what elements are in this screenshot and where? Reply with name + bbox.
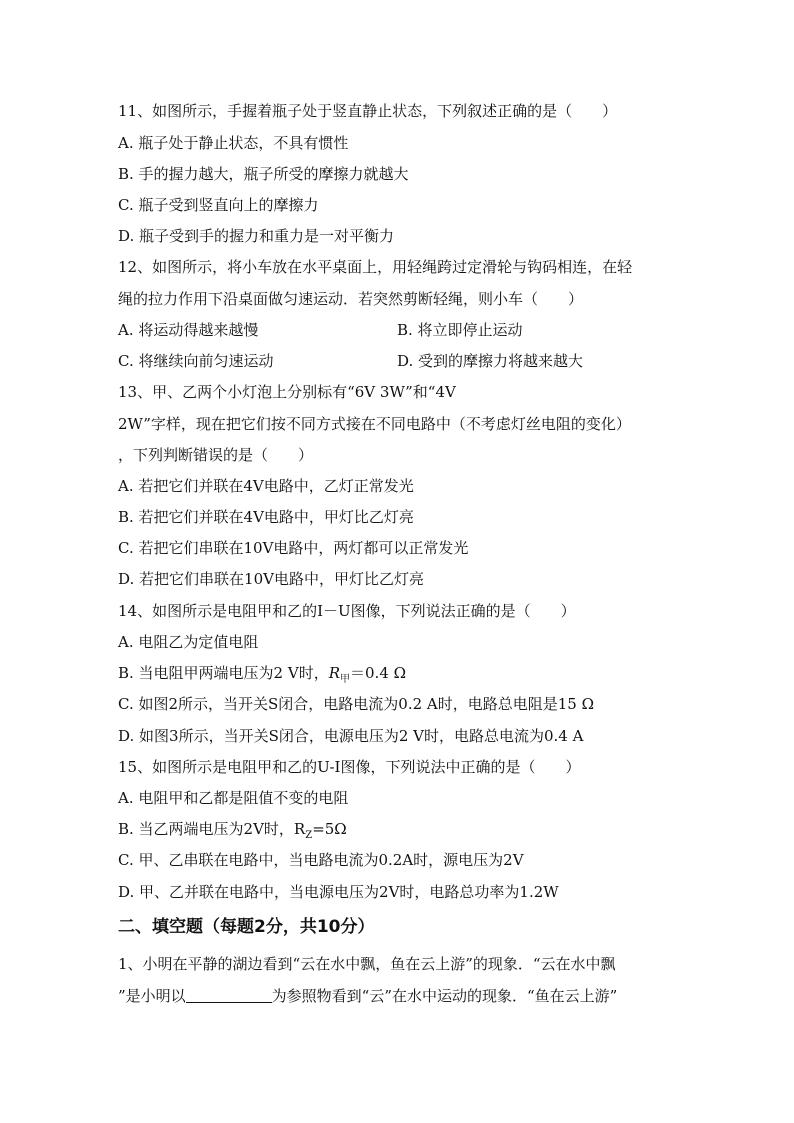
q15-option-c: C. 甲、乙串联在电路中，当电路电流为0.2A时，源电压为2V — [118, 851, 524, 869]
q15-option-a: A. 电阻甲和乙都是阻值不变的电阻 — [118, 789, 349, 807]
q11-option-d: D. 瓶子受到手的握力和重力是一对平衡力 — [118, 227, 395, 245]
q11-option-a: A. 瓶子处于静止状态，不具有惯性 — [118, 134, 349, 152]
section-title: 二、填空题（每题2分，共10分） — [118, 917, 375, 937]
q14-option-d: D. 如图3所示，当开关S闭合，电源电压为2 V时，电路总电流为0.4 A — [118, 727, 584, 745]
q13-stem-line3: ，下列判断错误的是（ ） — [118, 446, 314, 464]
q11-stem: 11、如图所示，手握着瓶子处于竖直静止状态，下列叙述正确的是（ ） — [118, 102, 618, 120]
q11-option-b: B. 手的握力越大，瓶子所受的摩擦力就越大 — [118, 165, 409, 183]
q14-stem: 14、如图所示是电阻甲和乙的I－U图像，下列说法正确的是（ ） — [118, 602, 576, 620]
q11-option-c: C. 瓶子受到竖直向上的摩擦力 — [118, 196, 319, 214]
q13-option-a: A. 若把它们并联在4V电路中，乙灯正常发光 — [118, 477, 414, 495]
q15-option-b-prefix: B. 当乙两端电压为2V时，R — [118, 820, 306, 838]
q13-stem-line2: 2W”字样，现在把它们按不同方式接在不同电路中（不考虑灯丝电阻的变化） — [118, 415, 631, 433]
fill-q1-line1: 1、小明在平静的湖边看到“云在水中飘，鱼在云上游”的现象．“云在水中飘 — [118, 955, 616, 973]
q14-option-a: A. 电阻乙为定值电阻 — [118, 633, 259, 651]
q12-stem-line2: 绳的拉力作用下沿桌面做匀速运动．若突然剪断轻绳，则小车（ ） — [118, 290, 584, 308]
fill-q1-line2-suffix: 为参照物看到“云”在水中运动的现象．“鱼在云上游” — [271, 987, 618, 1005]
q15-option-b-subscript: Z — [305, 830, 313, 841]
answer-blank[interactable] — [186, 988, 272, 1003]
q14-option-b-symbol: R — [328, 664, 341, 682]
q15-option-d: D. 甲、乙并联在电路中，当电源电压为2V时，电路总功率为1.2W — [118, 883, 559, 901]
q14-option-b — [118, 663, 406, 690]
q15-option-b — [118, 819, 347, 846]
q15-option-b-suffix: =5Ω — [312, 820, 347, 838]
q13-option-d: D. 若把它们串联在10V电路中，甲灯比乙灯亮 — [118, 570, 424, 588]
q14-option-c: C. 如图2所示，当开关S闭合，电路电流为0.2 A时，电路总电阻是15 Ω — [118, 695, 595, 713]
q14-option-b-prefix: B. 当电阻甲两端电压为2 V时， — [118, 664, 329, 682]
q13-option-c: C. 若把它们串联在10V电路中，两灯都可以正常发光 — [118, 539, 469, 557]
q12-stem-line1: 12、如图所示，将小车放在水平桌面上，用轻绳跨过定滑轮与钩码相连，在轻 — [118, 258, 633, 276]
q13-option-b: B. 若把它们并联在4V电路中，甲灯比乙灯亮 — [118, 508, 414, 526]
q14-option-b-suffix: ＝0.4 Ω — [350, 664, 407, 682]
q12-option-c: C. 将继续向前匀速运动 — [118, 352, 274, 370]
q15-stem: 15、如图所示是电阻甲和乙的U-I图像，下列说法中正确的是（ ） — [118, 758, 581, 776]
fill-q1-line2 — [118, 986, 617, 1006]
q13-stem-line1: 13、甲、乙两个小灯泡上分别标有“6V 3W”和“4V — [118, 383, 456, 401]
q12-option-b: B. 将立即停止运动 — [397, 321, 523, 339]
q12-option-a: A. 将运动得越来越慢 — [118, 321, 259, 339]
q12-option-d: D. 受到的摩擦力将越来越大 — [397, 352, 584, 370]
fill-q1-line2-prefix: ”是小明以 — [118, 987, 186, 1005]
q14-option-b-subscript: 甲 — [340, 674, 351, 685]
